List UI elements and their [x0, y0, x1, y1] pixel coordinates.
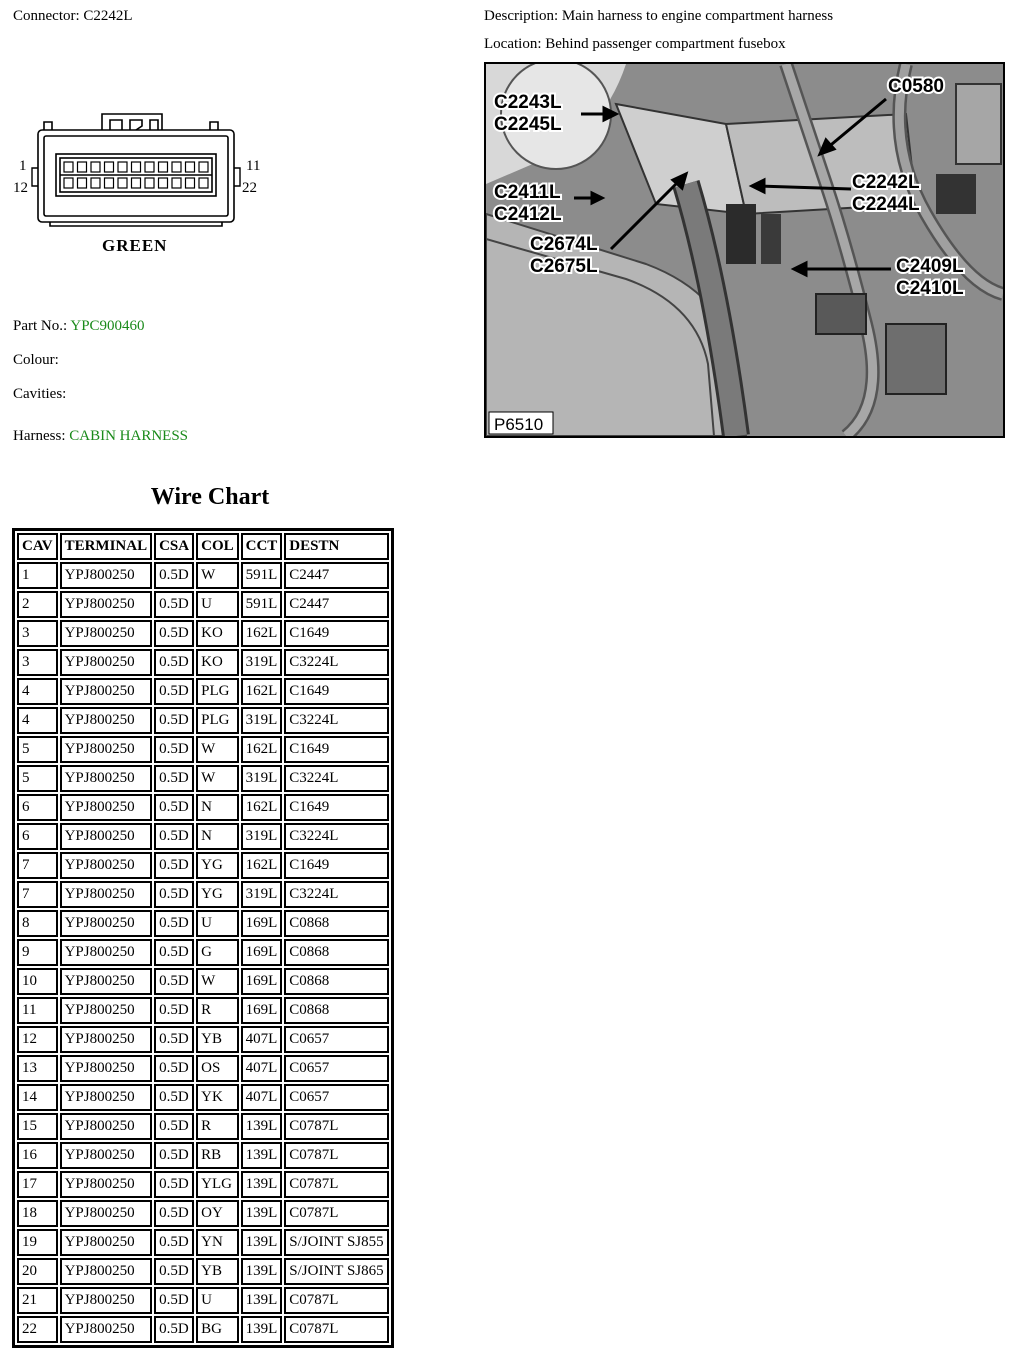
cell-cav: 11 [17, 997, 58, 1024]
cell-terminal: YPJ800250 [60, 707, 153, 734]
connector-pin [105, 178, 114, 188]
cell-col: YK [196, 1084, 239, 1111]
table-row [17, 852, 389, 879]
cell-destn: C1649 [284, 794, 388, 821]
cell-destn: C3224L [284, 881, 388, 908]
cell-col: U [196, 1287, 239, 1314]
cell-col: N [196, 823, 239, 850]
cell-cav: 4 [17, 678, 58, 705]
cell-cct: 319L [241, 707, 283, 734]
cell-col: R [196, 997, 239, 1024]
cell-cav: 8 [17, 910, 58, 937]
table-row [17, 1316, 389, 1343]
cell-col: YN [196, 1229, 239, 1256]
cell-destn: S/JOINT SJ865 [284, 1258, 388, 1285]
cell-cav: 7 [17, 881, 58, 908]
cell-col: KO [196, 649, 239, 676]
cell-cct: 139L [241, 1316, 283, 1343]
table-row [17, 707, 389, 734]
table-row [17, 591, 389, 618]
callout-c2243l: C2243L [494, 92, 562, 113]
cell-cct: 162L [241, 794, 283, 821]
col-header-cav: CAV [17, 533, 58, 560]
cell-col: YB [196, 1258, 239, 1285]
cell-csa: 0.5D [154, 649, 194, 676]
cell-col: R [196, 1113, 239, 1140]
connector-value: C2242L [83, 8, 133, 24]
description-value: Main harness to engine compartment harness [561, 8, 834, 24]
cell-terminal: YPJ800250 [60, 823, 153, 850]
cell-csa: 0.5D [154, 881, 194, 908]
cell-cct: 169L [241, 968, 283, 995]
cell-terminal: YPJ800250 [60, 620, 153, 647]
cell-csa: 0.5D [154, 823, 194, 850]
cell-col: YB [196, 1026, 239, 1053]
cell-csa: 0.5D [154, 707, 194, 734]
cell-terminal: YPJ800250 [60, 881, 153, 908]
cell-cct: 591L [241, 562, 283, 589]
table-row [17, 562, 389, 589]
cell-terminal: YPJ800250 [60, 562, 153, 589]
part-number-label: Part No.: [13, 318, 68, 334]
callout-c2411l: C2411L [494, 182, 561, 203]
cell-cav: 6 [17, 794, 58, 821]
pin-label-11: 11 [246, 158, 261, 174]
cell-cav: 2 [17, 591, 58, 618]
connector-pin [145, 162, 154, 172]
connector-pin [145, 178, 154, 188]
cell-destn: C0657 [284, 1055, 388, 1082]
cell-csa: 0.5D [154, 1200, 194, 1227]
cell-destn: C0657 [284, 1084, 388, 1111]
cell-csa: 0.5D [154, 562, 194, 589]
pin-label-22: 22 [242, 180, 257, 196]
table-row [17, 1055, 389, 1082]
table-row [17, 1200, 389, 1227]
cell-cct: 162L [241, 678, 283, 705]
photo-tag: P6510 [494, 415, 544, 434]
cell-cct: 162L [241, 852, 283, 879]
callout-c2245l: C2245L [494, 114, 562, 135]
cell-cav: 21 [17, 1287, 58, 1314]
connector-pin [118, 178, 127, 188]
colour-line [13, 352, 59, 369]
cell-csa: 0.5D [154, 968, 194, 995]
callout-c2409l: C2409L [896, 256, 964, 277]
connector-pin [132, 162, 141, 172]
cell-col: W [196, 736, 239, 763]
cell-cav: 12 [17, 1026, 58, 1053]
callout-c2675l: C2675L [530, 256, 598, 277]
cell-cct: 319L [241, 823, 283, 850]
cell-col: PLG [196, 707, 239, 734]
cell-cct: 162L [241, 620, 283, 647]
callout-c2242l: C2242L [852, 172, 920, 193]
cell-destn: C0868 [284, 997, 388, 1024]
cell-cct: 139L [241, 1258, 283, 1285]
callout-c2244l: C2244L [852, 194, 920, 215]
harness-label: Harness: [13, 428, 66, 444]
cell-destn: C1649 [284, 678, 388, 705]
cell-terminal: YPJ800250 [60, 591, 153, 618]
cell-csa: 0.5D [154, 939, 194, 966]
location-line [484, 36, 786, 53]
location-value: Behind passenger compartment fusebox [545, 36, 786, 52]
connector-pin [199, 178, 208, 188]
table-row [17, 1229, 389, 1256]
cell-cct: 139L [241, 1142, 283, 1169]
cell-cav: 4 [17, 707, 58, 734]
cell-cav: 18 [17, 1200, 58, 1227]
cell-col: OS [196, 1055, 239, 1082]
cell-col: W [196, 968, 239, 995]
callout-c2412l: C2412L [494, 204, 562, 225]
location-photo [484, 62, 1005, 438]
cell-csa: 0.5D [154, 910, 194, 937]
cell-col: W [196, 765, 239, 792]
cell-terminal: YPJ800250 [60, 1287, 153, 1314]
table-row [17, 1026, 389, 1053]
cell-cct: 139L [241, 1200, 283, 1227]
description-label: Description: [484, 8, 559, 24]
wire-chart-title: Wire Chart [150, 484, 270, 510]
cavities-line [13, 386, 66, 403]
cell-csa: 0.5D [154, 1026, 194, 1053]
table-row [17, 1171, 389, 1198]
table-row [17, 1084, 389, 1111]
cell-cct: 139L [241, 1287, 283, 1314]
cell-destn: S/JOINT SJ855 [284, 1229, 388, 1256]
cell-col: U [196, 910, 239, 937]
cell-destn: C0787L [284, 1200, 388, 1227]
cell-csa: 0.5D [154, 678, 194, 705]
cell-destn: C0787L [284, 1287, 388, 1314]
colour-label: Colour: [13, 352, 59, 368]
cell-cct: 591L [241, 591, 283, 618]
table-row [17, 1142, 389, 1169]
connector-diagram [10, 108, 270, 268]
cell-csa: 0.5D [154, 1171, 194, 1198]
cell-cav: 3 [17, 620, 58, 647]
cell-csa: 0.5D [154, 794, 194, 821]
table-row [17, 1258, 389, 1285]
cell-destn: C0868 [284, 939, 388, 966]
cell-destn: C0787L [284, 1171, 388, 1198]
cell-destn: C0787L [284, 1316, 388, 1343]
cell-cav: 16 [17, 1142, 58, 1169]
connector-pin [199, 162, 208, 172]
col-header-col: COL [196, 533, 239, 560]
table-row [17, 997, 389, 1024]
cell-cct: 139L [241, 1113, 283, 1140]
connector-label: Connector: [13, 8, 80, 24]
cell-cct: 407L [241, 1055, 283, 1082]
cell-destn: C0787L [284, 1142, 388, 1169]
callout-c0580: C0580 [888, 76, 944, 97]
cell-cav: 15 [17, 1113, 58, 1140]
cell-cav: 10 [17, 968, 58, 995]
table-row [17, 765, 389, 792]
cell-destn: C0787L [284, 1113, 388, 1140]
cell-terminal: YPJ800250 [60, 939, 153, 966]
table-row [17, 1113, 389, 1140]
cell-terminal: YPJ800250 [60, 1171, 153, 1198]
cell-destn: C2447 [284, 562, 388, 589]
table-row [17, 620, 389, 647]
table-row [17, 881, 389, 908]
table-row [17, 1287, 389, 1314]
table-row [17, 649, 389, 676]
cell-csa: 0.5D [154, 852, 194, 879]
connector-pin [159, 162, 168, 172]
cell-col: N [196, 794, 239, 821]
cell-cct: 169L [241, 997, 283, 1024]
location-label: Location: [484, 36, 542, 52]
cell-col: PLG [196, 678, 239, 705]
cell-terminal: YPJ800250 [60, 1142, 153, 1169]
cell-cav: 9 [17, 939, 58, 966]
cell-terminal: YPJ800250 [60, 1026, 153, 1053]
cell-cav: 17 [17, 1171, 58, 1198]
cell-cav: 7 [17, 852, 58, 879]
cell-cav: 14 [17, 1084, 58, 1111]
cell-destn: C0657 [284, 1026, 388, 1053]
cell-cav: 19 [17, 1229, 58, 1256]
connector-pin [91, 178, 100, 188]
connector-pin [78, 162, 87, 172]
cell-cct: 407L [241, 1084, 283, 1111]
cell-cct: 139L [241, 1171, 283, 1198]
cell-col: YG [196, 852, 239, 879]
cell-csa: 0.5D [154, 620, 194, 647]
cell-col: W [196, 562, 239, 589]
cell-destn: C1649 [284, 852, 388, 879]
table-row [17, 939, 389, 966]
cell-csa: 0.5D [154, 736, 194, 763]
cell-terminal: YPJ800250 [60, 765, 153, 792]
cell-csa: 0.5D [154, 1287, 194, 1314]
cell-terminal: YPJ800250 [60, 649, 153, 676]
cell-destn: C3224L [284, 823, 388, 850]
cell-destn: C2447 [284, 591, 388, 618]
cell-terminal: YPJ800250 [60, 910, 153, 937]
cell-col: RB [196, 1142, 239, 1169]
cell-terminal: YPJ800250 [60, 997, 153, 1024]
connector-colour-label: GREEN [102, 236, 168, 255]
part-number-value: YPC900460 [70, 318, 145, 334]
pin-label-12: 12 [13, 180, 28, 196]
pin-label-1: 1 [19, 158, 27, 174]
table-row [17, 678, 389, 705]
connector-pin [105, 162, 114, 172]
cell-cct: 139L [241, 1229, 283, 1256]
table-row [17, 968, 389, 995]
cell-destn: C3224L [284, 707, 388, 734]
cell-cav: 22 [17, 1316, 58, 1343]
cell-csa: 0.5D [154, 1084, 194, 1111]
cell-cct: 407L [241, 1026, 283, 1053]
cell-destn: C3224L [284, 765, 388, 792]
part-number-line [13, 318, 145, 335]
cell-col: U [196, 591, 239, 618]
cell-csa: 0.5D [154, 1055, 194, 1082]
cell-cct: 319L [241, 765, 283, 792]
callout-c2410l: C2410L [896, 278, 964, 299]
connector-pin [172, 162, 181, 172]
connector-pin [64, 162, 73, 172]
cell-col: YLG [196, 1171, 239, 1198]
connector-pin [118, 162, 127, 172]
harness-line [13, 428, 188, 445]
col-header-cct: CCT [241, 533, 283, 560]
cell-col: KO [196, 620, 239, 647]
cell-csa: 0.5D [154, 997, 194, 1024]
cell-destn: C0868 [284, 968, 388, 995]
table-row [17, 910, 389, 937]
connector-pin [91, 162, 100, 172]
cell-terminal: YPJ800250 [60, 1316, 153, 1343]
cell-csa: 0.5D [154, 1258, 194, 1285]
connector-pin [172, 178, 181, 188]
cell-destn: C1649 [284, 736, 388, 763]
connector-pin [132, 178, 141, 188]
cell-terminal: YPJ800250 [60, 794, 153, 821]
cell-destn: C0868 [284, 910, 388, 937]
cell-terminal: YPJ800250 [60, 678, 153, 705]
cell-csa: 0.5D [154, 1229, 194, 1256]
cell-destn: C1649 [284, 620, 388, 647]
col-header-terminal: TERMINAL [60, 533, 153, 560]
wire-chart-table [12, 528, 394, 1348]
cell-cav: 6 [17, 823, 58, 850]
wire-chart-header-row [17, 533, 389, 560]
cell-terminal: YPJ800250 [60, 1200, 153, 1227]
cell-terminal: YPJ800250 [60, 968, 153, 995]
location-photo-drawing [486, 64, 1003, 436]
col-header-destn: DESTN [284, 533, 388, 560]
callout-c2674l: C2674L [530, 234, 598, 255]
cell-col: OY [196, 1200, 239, 1227]
connector-pin [78, 178, 87, 188]
table-row [17, 794, 389, 821]
cell-csa: 0.5D [154, 591, 194, 618]
cell-cav: 3 [17, 649, 58, 676]
cell-cct: 169L [241, 939, 283, 966]
cell-terminal: YPJ800250 [60, 1258, 153, 1285]
cell-col: YG [196, 881, 239, 908]
cell-col: G [196, 939, 239, 966]
cell-csa: 0.5D [154, 1113, 194, 1140]
cell-terminal: YPJ800250 [60, 1055, 153, 1082]
cell-cct: 319L [241, 649, 283, 676]
description-line [484, 8, 833, 25]
cavities-label: Cavities: [13, 386, 67, 402]
cell-terminal: YPJ800250 [60, 852, 153, 879]
cell-csa: 0.5D [154, 1142, 194, 1169]
connector-pin [64, 178, 73, 188]
cell-cav: 5 [17, 736, 58, 763]
table-row [17, 823, 389, 850]
cell-terminal: YPJ800250 [60, 736, 153, 763]
cell-cav: 13 [17, 1055, 58, 1082]
connector-pin [159, 178, 168, 188]
harness-value: CABIN HARNESS [69, 428, 189, 444]
cell-csa: 0.5D [154, 1316, 194, 1343]
col-header-csa: CSA [154, 533, 194, 560]
connector-pin [186, 178, 195, 188]
cell-terminal: YPJ800250 [60, 1113, 153, 1140]
cell-col: BG [196, 1316, 239, 1343]
cell-destn: C3224L [284, 649, 388, 676]
cell-cct: 169L [241, 910, 283, 937]
cell-cav: 5 [17, 765, 58, 792]
connector-line [13, 8, 133, 25]
table-row [17, 736, 389, 763]
cell-cct: 319L [241, 881, 283, 908]
connector-pin [186, 162, 195, 172]
cell-cav: 1 [17, 562, 58, 589]
cell-terminal: YPJ800250 [60, 1084, 153, 1111]
cell-cct: 162L [241, 736, 283, 763]
cell-csa: 0.5D [154, 765, 194, 792]
cell-cav: 20 [17, 1258, 58, 1285]
cell-terminal: YPJ800250 [60, 1229, 153, 1256]
